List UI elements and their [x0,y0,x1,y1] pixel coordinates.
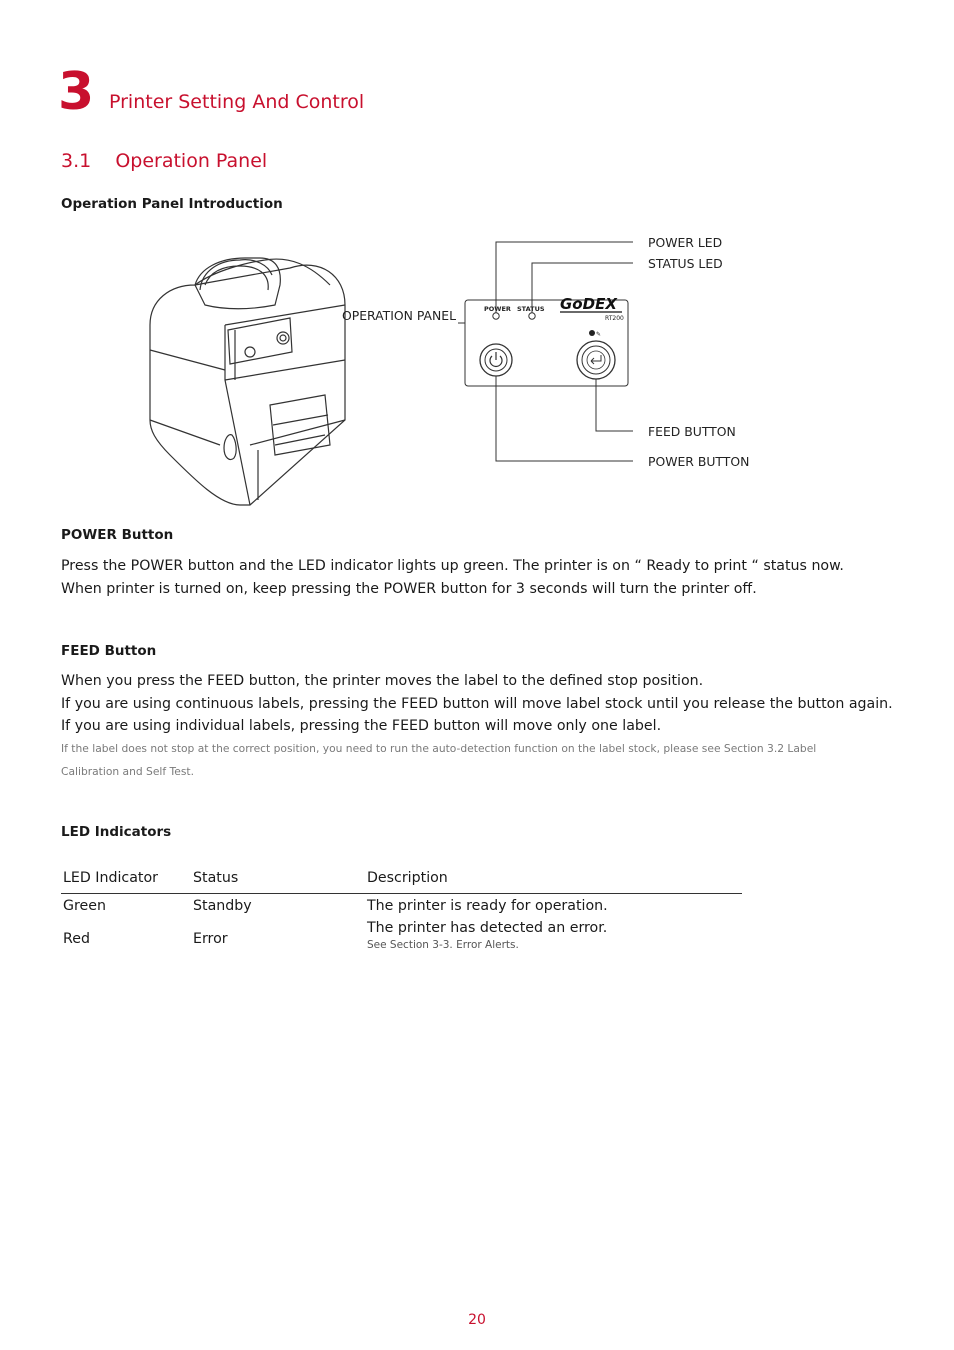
power-led-label: POWER LED [648,235,723,250]
led-cell: Red [63,931,90,947]
paragraph-line: When you press the FEED button, the printer moves the label to the defined stop position. [61,673,704,689]
description-note: See Section 3-3. Error Alerts. [367,939,519,951]
power-button-heading: POWER Button [61,527,174,543]
power-button-text [61,555,901,600]
operation-panel-figure [140,230,780,515]
page-number: 20 [468,1312,486,1328]
status-cell: Error [193,931,228,947]
table-row [61,894,742,916]
feed-button-label: FEED BUTTON [648,424,736,439]
section-name: Operation Panel [115,150,268,172]
section-number: 3.1 [61,150,92,172]
section-title [61,149,267,173]
led-cell: Green [63,898,106,914]
description-cell: The printer is ready for operation. [367,898,608,914]
paragraph-line: If you are using continuous labels, pressing the FEED button will move label stock until you release the button again. [61,695,893,712]
paragraph-line: When printer is turned on, keep pressing the POWER button for 3 seconds will turn the printer off. [61,580,757,597]
printer-illustration [150,258,345,505]
column-header: LED Indicator [63,870,158,886]
status-led-icon [529,313,535,319]
table-header [61,868,742,894]
chapter-number: 3 [58,62,95,122]
column-header: Status [193,870,239,886]
power-led-icon [493,313,499,319]
description-cell: The printer has detected an error. [367,920,608,936]
led-indicators-heading: LED Indicators [61,824,172,840]
power-button-icon [480,344,512,376]
panel-model-text: RT200 [605,315,624,322]
table-row [61,916,742,956]
intro-heading: Operation Panel Introduction [61,196,283,212]
led-table [61,868,742,956]
paragraph-line: If you are using individual labels, pressing the FEED button will move only one label. [61,718,662,734]
svg-text:✎: ✎ [596,331,602,338]
feed-button-note: If the label does not stop at the correct position, you need to run the auto-detection function on the label stock, please see Section 3.2 Label Calibration and Self Test. [61,742,817,778]
chapter-title: Printer Setting And Control [109,91,365,113]
panel-status-text: STATUS [517,305,545,313]
godex-logo: GoDEX [560,295,617,313]
power-button-label: POWER BUTTON [648,454,750,469]
status-cell: Standby [193,898,252,914]
status-led-label: STATUS LED [648,256,723,271]
feed-button-heading: FEED Button [61,643,157,659]
operation-panel-label: OPERATION PANEL [342,308,457,323]
paragraph-line: Press the POWER button and the LED indicator lights up green. The printer is on “ Ready to print “ status now. [61,558,844,574]
column-header: Description [367,870,448,886]
feed-button-text [61,670,901,738]
panel-power-text: POWER [484,305,511,313]
